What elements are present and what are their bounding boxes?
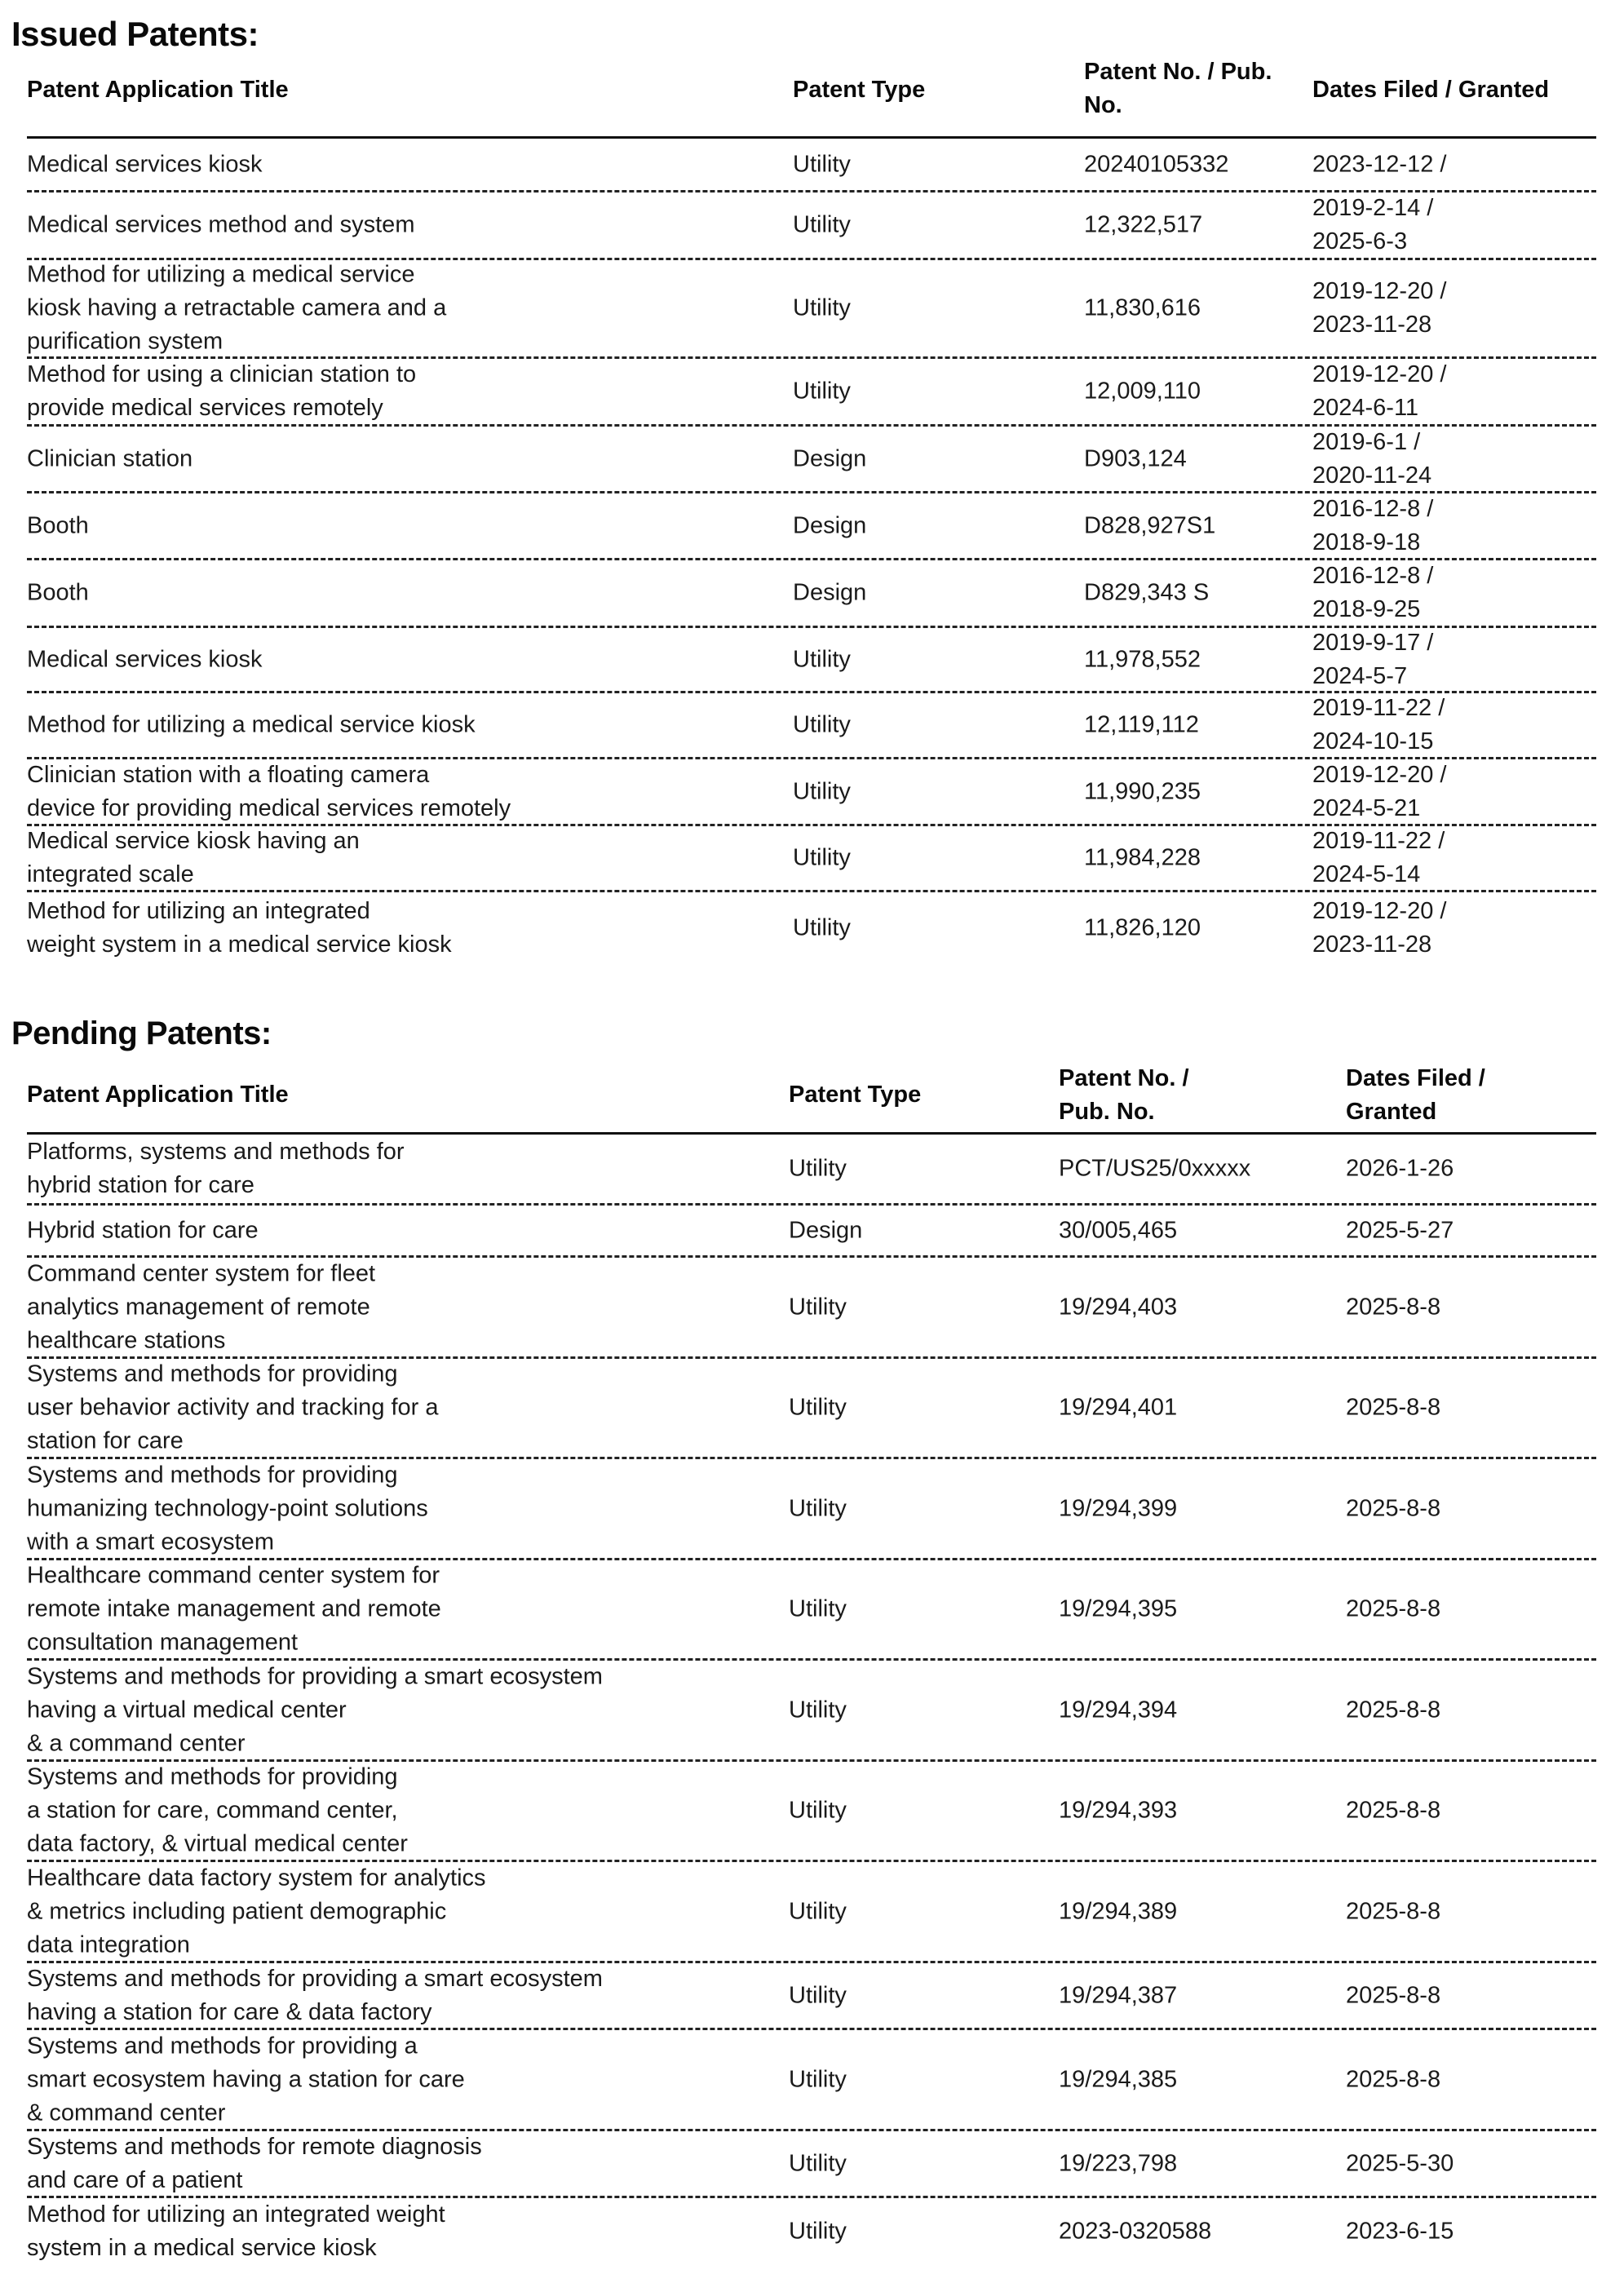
cell-dates: 2025-8-8 — [1346, 1595, 1441, 1622]
table-row — [27, 1135, 1596, 1206]
table-row — [27, 560, 1596, 628]
cell-title: Clinician station with a floating camera device for providing medical services remotely — [27, 761, 511, 821]
cell-dates: 2019-11-22 / 2024-10-15 — [1312, 695, 1445, 754]
cell-dates: 2019-9-17 / 2024-5-7 — [1312, 629, 1434, 689]
cell-title: Command center system for fleet analytics management of remote healthcare stations — [27, 1260, 376, 1353]
table-row — [27, 1762, 1596, 1862]
table-row — [27, 628, 1596, 693]
table-row — [27, 2131, 1596, 2198]
cell-dates: 2025-8-8 — [1346, 1797, 1441, 1824]
cell-number: 12,009,110 — [1084, 378, 1201, 405]
cell-title: Systems and methods for remote diagnosis and care of a patient — [27, 2133, 482, 2193]
cell-dates: 2016-12-8 / 2018-9-18 — [1312, 495, 1434, 555]
cell-type: Utility — [789, 1982, 847, 2008]
cell-dates: 2025-8-8 — [1346, 1294, 1441, 1320]
cell-number: 12,119,112 — [1084, 711, 1199, 738]
cell-type: Utility — [789, 2218, 847, 2244]
cell-type: Design — [793, 579, 867, 606]
table-row — [27, 1560, 1596, 1661]
cell-number: 19/294,395 — [1059, 1595, 1178, 1622]
header-number: Patent No. / Pub. No. — [1059, 1065, 1189, 1125]
cell-title: Method for utilizing a medical service kiosk having a retractable camera and a purification system — [27, 261, 447, 355]
header-dates: Dates Filed / Granted — [1312, 77, 1550, 103]
cell-number: D829,343 S — [1084, 579, 1210, 606]
table-row — [27, 427, 1596, 493]
cell-title: Systems and methods for providing humanizing technology-point solutions with a smart ecosystem — [27, 1462, 428, 1555]
cell-number: 19/294,399 — [1059, 1495, 1178, 1521]
header-type: Patent Type — [793, 77, 926, 103]
table-row — [27, 1206, 1596, 1258]
cell-type: Design — [793, 445, 867, 471]
cell-type: Utility — [789, 2066, 847, 2092]
cell-number: 19/294,393 — [1059, 1797, 1178, 1824]
cell-number: 12,322,517 — [1084, 211, 1203, 238]
header-title: Patent Application Title — [27, 1082, 289, 1108]
cell-dates: 2025-8-8 — [1346, 2066, 1441, 2092]
cell-number: 19/294,389 — [1059, 1898, 1178, 1924]
cell-type: Utility — [793, 646, 851, 672]
cell-number: 20240105332 — [1084, 151, 1229, 177]
cell-dates: 2019-12-20 / 2023-11-28 — [1312, 278, 1447, 338]
table-row — [27, 192, 1596, 260]
cell-type: Utility — [789, 1898, 847, 1924]
table-row — [27, 1359, 1596, 1459]
table-row — [27, 1258, 1596, 1359]
table-row — [27, 260, 1596, 359]
header-number: Patent No. / Pub. No. — [1084, 59, 1272, 118]
cell-number: 11,978,552 — [1084, 646, 1201, 672]
cell-title: Healthcare command center system for remote intake management and remote consultation management — [27, 1562, 441, 1656]
cell-title: Platforms, systems and methods for hybrid station for care — [27, 1139, 405, 1198]
cell-number: D903,124 — [1084, 445, 1187, 471]
cell-dates: 2019-12-20 / 2024-5-21 — [1312, 761, 1447, 821]
header-dates: Dates Filed / Granted — [1346, 1065, 1485, 1125]
cell-dates: 2019-6-1 / 2020-11-24 — [1312, 428, 1432, 489]
cell-number: 19/223,798 — [1059, 2150, 1178, 2176]
cell-number: 19/294,394 — [1059, 1697, 1178, 1723]
cell-number: D828,927S1 — [1084, 512, 1216, 538]
cell-dates: 2026-1-26 — [1346, 1155, 1454, 1182]
cell-number: 19/294,401 — [1059, 1394, 1178, 1421]
cell-title: Clinician station — [27, 445, 193, 471]
table-row — [27, 1661, 1596, 1762]
cell-number: 19/294,387 — [1059, 1982, 1178, 2008]
cell-title: Hybrid station for care — [27, 1217, 259, 1243]
cell-type: Utility — [793, 378, 851, 405]
cell-number: 19/294,403 — [1059, 1294, 1178, 1320]
header-title: Patent Application Title — [27, 77, 289, 103]
cell-title: Method for using a clinician station to provide medical services remotely — [27, 361, 417, 421]
cell-dates: 2023-6-15 — [1346, 2218, 1454, 2244]
cell-dates: 2025-8-8 — [1346, 1394, 1441, 1421]
cell-type: Utility — [793, 844, 851, 871]
cell-type: Utility — [789, 1495, 847, 1521]
cell-type: Utility — [793, 211, 851, 238]
cell-type: Utility — [789, 1394, 847, 1421]
cell-type: Design — [793, 512, 867, 538]
table-row — [27, 2198, 1596, 2264]
cell-title: Method for utilizing a medical service kiosk — [27, 711, 476, 738]
cell-type: Utility — [793, 778, 851, 804]
cell-type: Utility — [789, 1294, 847, 1320]
cell-title: Systems and methods for providing a smart ecosystem having a station for care & command center — [27, 2033, 465, 2126]
table-row — [27, 2030, 1596, 2131]
cell-type: Utility — [793, 914, 851, 940]
table-row — [27, 139, 1596, 192]
cell-type: Utility — [793, 711, 851, 738]
cell-type: Utility — [793, 294, 851, 321]
cell-title: Systems and methods for providing user behavior activity and tracking for a station for care — [27, 1361, 439, 1454]
cell-dates: 2025-8-8 — [1346, 1982, 1441, 2008]
table-row — [27, 892, 1596, 963]
pending-patents-table — [27, 1060, 1596, 2264]
table-row — [27, 759, 1596, 826]
cell-title: Medical service kiosk having an integrated scale — [27, 828, 360, 887]
cell-dates: 2019-12-20 / 2024-6-11 — [1312, 361, 1447, 421]
cell-title: Booth — [27, 512, 89, 538]
cell-dates: 2019-12-20 / 2023-11-28 — [1312, 897, 1447, 958]
pending-patents-heading: Pending Patents: — [11, 1015, 272, 1051]
cell-number: 11,990,235 — [1084, 778, 1201, 804]
cell-type: Utility — [789, 1697, 847, 1723]
cell-title: Method for utilizing an integrated weight system in a medical service kiosk — [27, 2201, 445, 2261]
cell-dates: 2025-8-8 — [1346, 1495, 1441, 1521]
table-row — [27, 1963, 1596, 2030]
table-row — [27, 359, 1596, 427]
cell-number: PCT/US25/0xxxxx — [1059, 1155, 1251, 1182]
cell-title: Booth — [27, 579, 89, 606]
issued-patents-table — [27, 49, 1596, 963]
pending-table-header — [27, 1060, 1596, 1135]
cell-title: Systems and methods for providing a station for care, command center, data factory, & virtual medical center — [27, 1763, 408, 1857]
cell-title: Healthcare data factory system for analytics & metrics including patient demographic data integration — [27, 1865, 486, 1958]
cell-number: 30/005,465 — [1059, 1217, 1178, 1243]
table-row — [27, 1862, 1596, 1963]
issued-table-header — [27, 49, 1596, 139]
cell-dates: 2019-2-14 / 2025-6-3 — [1312, 195, 1434, 254]
cell-number: 11,984,228 — [1084, 844, 1201, 871]
header-type: Patent Type — [789, 1082, 922, 1108]
table-row — [27, 1459, 1596, 1560]
cell-dates: 2025-5-27 — [1346, 1217, 1454, 1243]
cell-dates: 2019-11-22 / 2024-5-14 — [1312, 828, 1445, 887]
cell-dates: 2025-8-8 — [1346, 1898, 1441, 1924]
cell-dates: 2023-12-12 / — [1312, 151, 1447, 177]
cell-number: 11,826,120 — [1084, 914, 1201, 940]
cell-dates: 2016-12-8 / 2018-9-25 — [1312, 563, 1434, 622]
cell-number: 19/294,385 — [1059, 2066, 1178, 2092]
cell-title: Systems and methods for providing a smart ecosystem having a virtual medical center & a command center — [27, 1663, 603, 1756]
table-row — [27, 493, 1596, 560]
cell-type: Utility — [789, 1595, 847, 1622]
cell-title: Medical services method and system — [27, 211, 415, 238]
cell-title: Medical services kiosk — [27, 151, 263, 177]
cell-title: Systems and methods for providing a smart ecosystem having a station for care & data factory — [27, 1965, 603, 2025]
cell-dates: 2025-5-30 — [1346, 2150, 1454, 2176]
cell-type: Utility — [793, 151, 851, 177]
cell-title: Medical services kiosk — [27, 646, 263, 672]
cell-type: Design — [789, 1217, 863, 1243]
table-row — [27, 693, 1596, 759]
cell-type: Utility — [789, 2150, 847, 2176]
cell-number: 11,830,616 — [1084, 294, 1201, 321]
table-row — [27, 826, 1596, 892]
cell-title: Method for utilizing an integrated weight system in a medical service kiosk — [27, 897, 452, 958]
issued-patents-heading: Issued Patents: — [11, 15, 259, 53]
cell-number: 2023-0320588 — [1059, 2218, 1212, 2244]
cell-type: Utility — [789, 1155, 847, 1182]
cell-dates: 2025-8-8 — [1346, 1697, 1441, 1723]
cell-type: Utility — [789, 1797, 847, 1824]
